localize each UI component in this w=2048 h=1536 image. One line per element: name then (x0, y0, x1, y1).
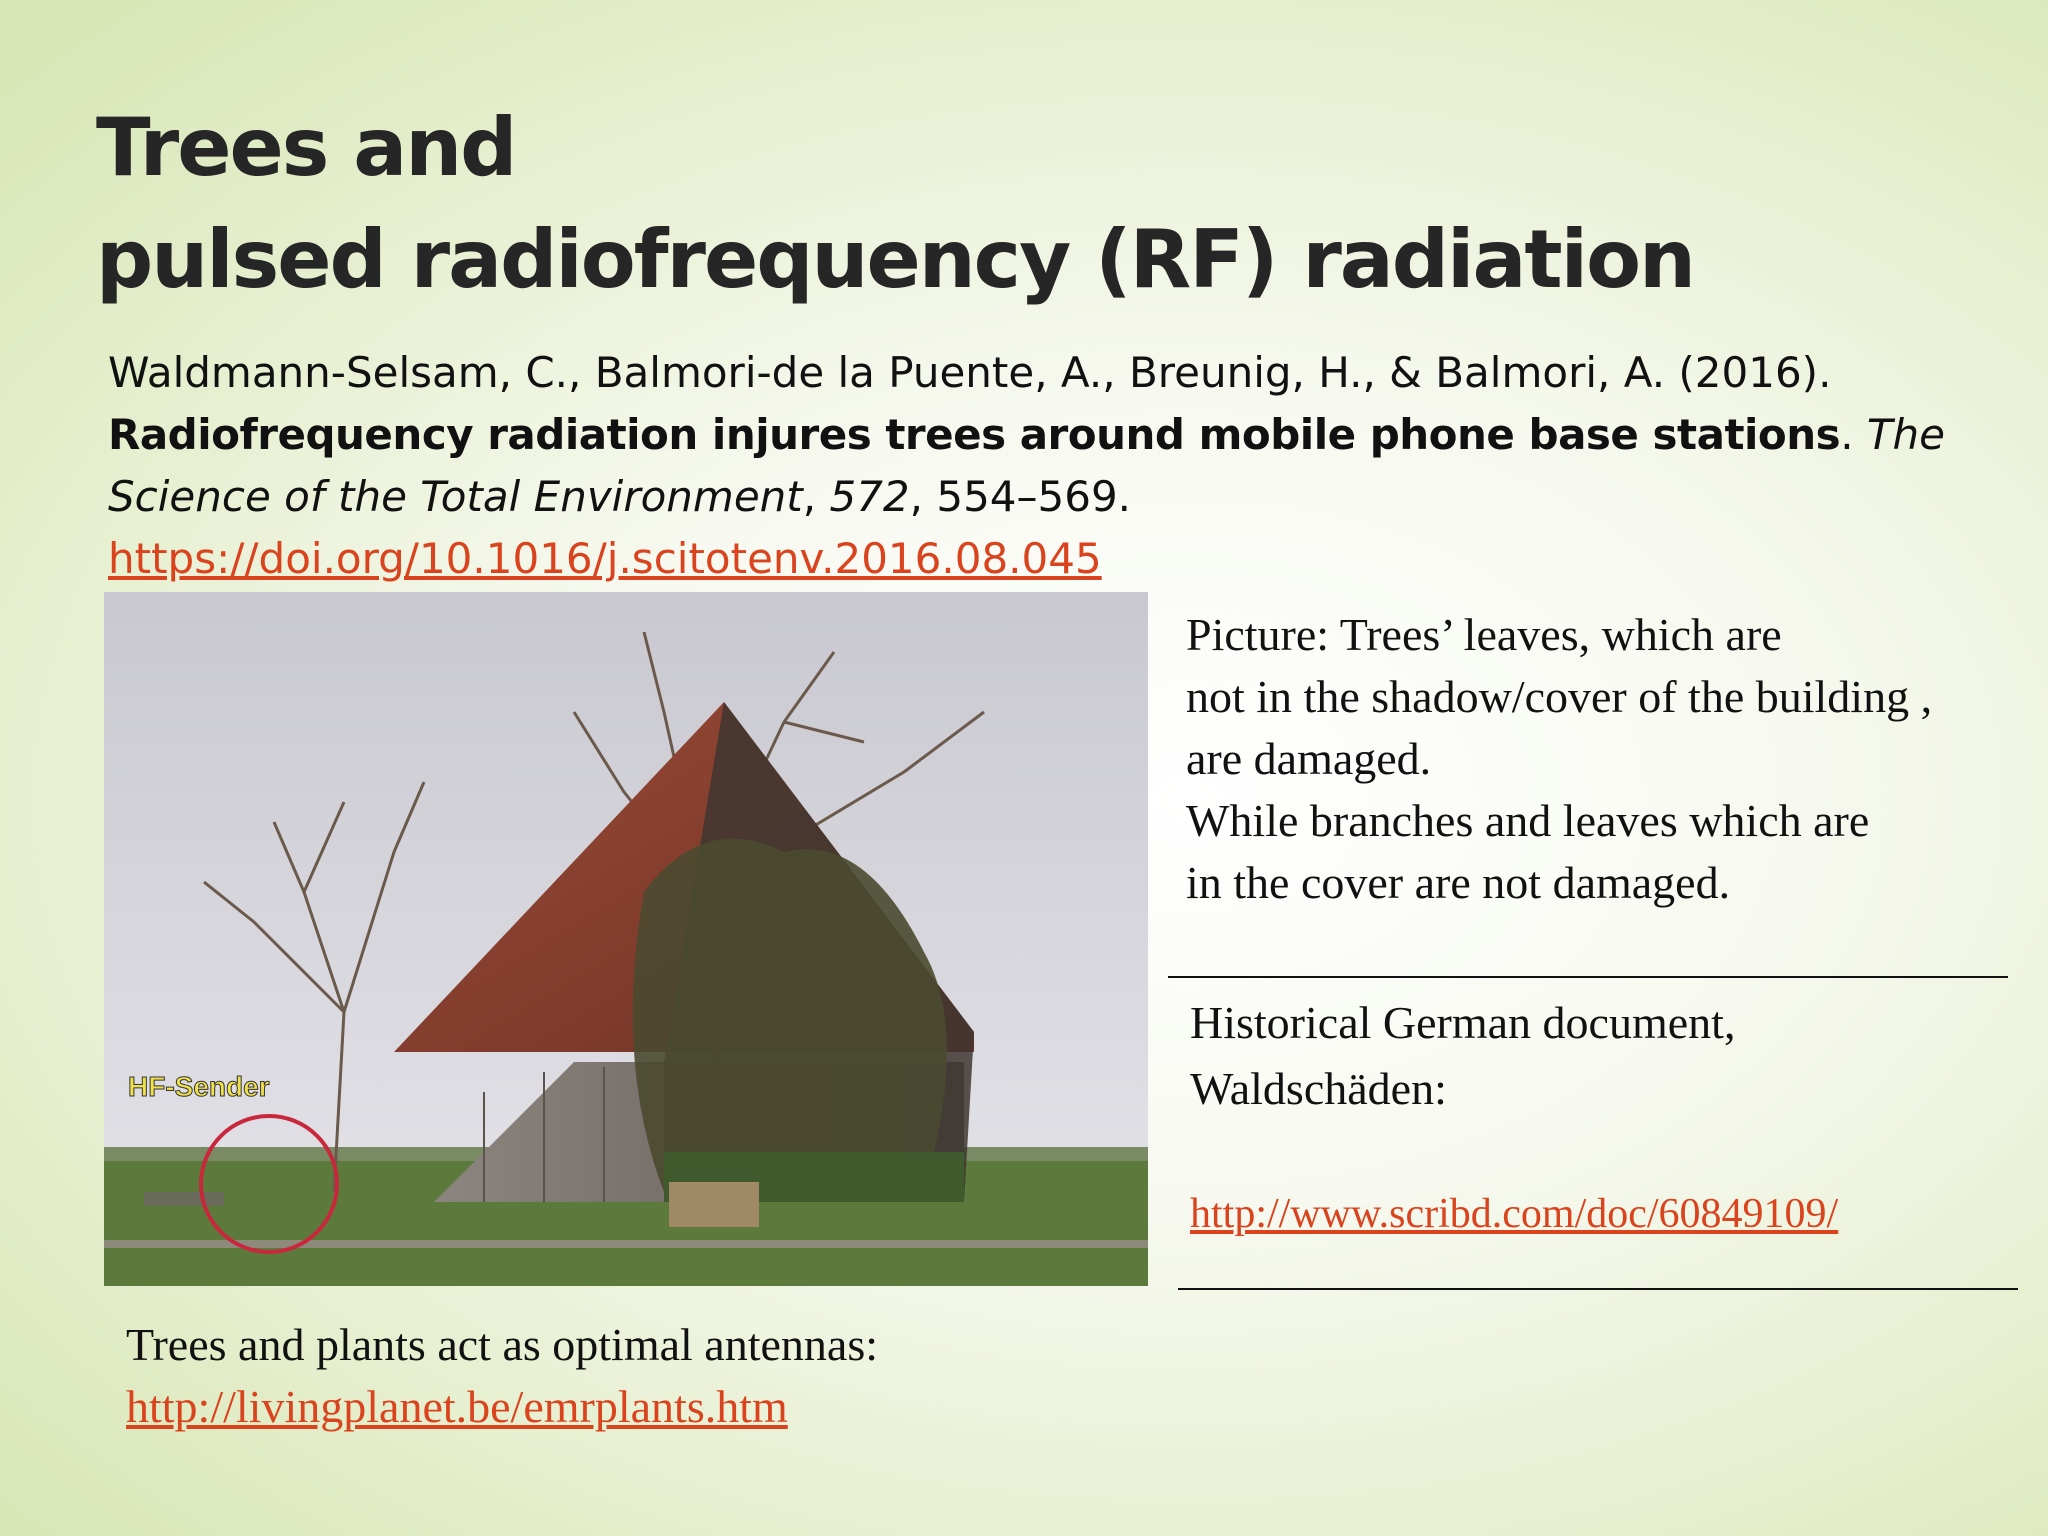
citation-article-title: Radiofrequency radiation injures trees around mobile phone base stations (108, 410, 1841, 459)
citation-volume: 572 (829, 472, 910, 521)
historical-line-2: Waldschäden: (1190, 1063, 1447, 1114)
picture-note-line-2: not in the shadow/cover of the building , (1186, 671, 1933, 722)
picture-note-line-3: are damaged. (1186, 733, 1432, 784)
slide-title-line-2: pulsed radiofrequency (RF) radiation (96, 213, 1694, 306)
dirt-path (104, 1240, 1148, 1248)
citation-line-3 (108, 466, 1968, 528)
barn-photo (104, 592, 1148, 1286)
citation-journal-name: Science of the Total Environment (108, 472, 803, 521)
woodpile (669, 1182, 759, 1227)
divider-top (1168, 976, 2008, 978)
antennas-link-line (126, 1376, 878, 1438)
divider-bottom (1178, 1288, 2018, 1290)
picture-note-line-5: in the cover are not damaged. (1186, 857, 1731, 908)
citation-line-4 (108, 528, 1968, 590)
historical-line-1: Historical German document, (1190, 997, 1736, 1048)
picture-note-line-1: Picture: Trees’ leaves, which are (1186, 609, 1782, 660)
historical-document-note (1190, 990, 2030, 1122)
distant-hedge (144, 1192, 224, 1206)
antennas-note (126, 1314, 878, 1438)
scribd-link[interactable]: http://www.scribd.com/doc/60849109/ (1190, 1191, 1839, 1237)
citation-block (108, 342, 1968, 590)
picture-note (1186, 604, 2046, 914)
citation-journal-start: The (1866, 410, 1946, 459)
barn-photo-illustration (104, 592, 1148, 1286)
citation-line-2 (108, 404, 1968, 466)
doi-link[interactable]: https://doi.org/10.1016/j.scitotenv.2016.08.045 (108, 534, 1102, 583)
livingplanet-link[interactable]: http://livingplanet.be/emrplants.htm (126, 1381, 788, 1432)
citation-pages: , 554–569. (909, 472, 1132, 521)
scribd-link-wrap (1190, 1186, 1838, 1242)
slide-title-line-1: Trees and (96, 101, 516, 194)
citation-separator: . (1840, 410, 1867, 459)
hf-sender-label: HF-Sender (128, 1071, 270, 1102)
picture-note-line-4: While branches and leaves which are (1186, 795, 1870, 846)
citation-comma: , (802, 472, 830, 521)
antennas-text: Trees and plants act as optimal antennas: (126, 1319, 879, 1370)
citation-authors: Waldmann-Selsam, C., Balmori-de la Puente, A., Breunig, H., & Balmori, A. (2016). (108, 348, 1832, 397)
slide-title (96, 92, 1694, 316)
